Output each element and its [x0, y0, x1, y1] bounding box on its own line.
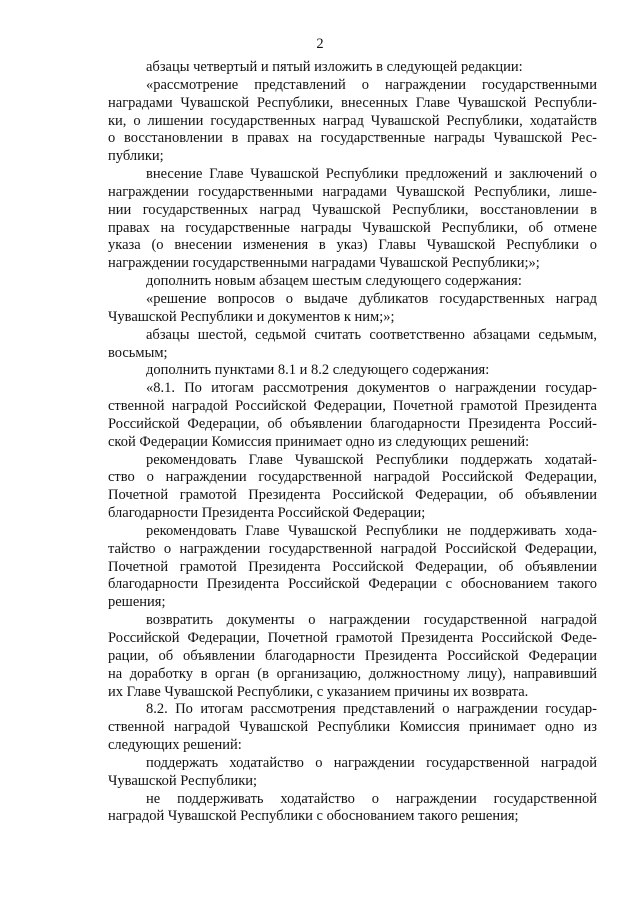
text-line: ственной наградой Чувашской Республики Комиссия принимает одно из [108, 719, 597, 736]
text-line: благодарности Президента Российской Федерации; [108, 505, 426, 522]
text-line: восьмым; [108, 344, 168, 361]
text-line: Чувашской Республики; [108, 772, 258, 789]
text-line: «8.1. По итогам рассмотрения документов о награждении государ- [146, 380, 597, 397]
text-line: Почетной грамотой Президента Российской Федерации, об объявлении [108, 487, 597, 504]
text-line: их Главе Чувашской Республики, с указанием причины их возврата. [108, 683, 529, 700]
text-line: «решение вопросов о выдаче дубликатов государственных наград [146, 290, 597, 307]
text-line: абзацы шестой, седьмой считать соответственно абзацами седьмым, [146, 326, 597, 343]
text-line: тайство о награждении государственной наградой Российской Федерации, [108, 540, 597, 557]
text-line: Российской Федерации, Почетной грамотой Президента Российской Феде- [108, 630, 597, 646]
text-line: ство о награждении государственной наградой Российской Федерации, [108, 469, 597, 486]
text-line: рекомендовать Главе Чувашской Республики не поддерживать хода- [146, 522, 597, 539]
text-line: награждении государственными наградами Чувашской Республики;»; [108, 255, 540, 272]
text-line: указа (о внесении изменения в указ) Главы Чувашской Республики о [108, 237, 597, 254]
text-line: публики; [108, 148, 164, 165]
text-line: ской Федерации Комиссия принимает одно из следующих решений: [108, 433, 530, 450]
text-line: не поддерживать ходатайство о награждении государственной [146, 790, 597, 807]
text-line: внесение Главе Чувашской Республики предложений и заключений о [146, 166, 597, 183]
text-line: рекомендовать Главе Чувашской Республики поддержать ходатай- [146, 451, 597, 468]
text-line: «рассмотрение представлений о награждении государственными [146, 76, 597, 93]
text-line: 8.2. По итогам рассмотрения представлений о награждении государ- [146, 701, 597, 718]
text-line: о восстановлении в правах на государственные награды Чувашской Рес- [108, 130, 597, 147]
text-line: поддержать ходатайство о награждении государственной наградой [146, 754, 597, 771]
text-line: следующих решений: [108, 737, 242, 754]
text-line: дополнить пунктами 8.1 и 8.2 следующего содержания: [146, 362, 490, 379]
text-line: ственной наградой Российской Федерации, Почетной грамотой Президента [108, 398, 597, 415]
text-line: абзацы четвертый и пятый изложить в следующей редакции: [146, 59, 523, 75]
text-line: наградой Чувашской Республики с обоснованием такого решения; [108, 808, 519, 825]
text-line: Чувашской Республики и документов к ним;»; [108, 308, 395, 325]
text-line: правах на государственные награды Чувашской Республики, об отмене [108, 219, 597, 236]
text-line: на доработку в орган (в организацию, должностному лицу), направивший [108, 665, 597, 682]
text-line: наградами Чувашской Республики, внесенных Главе Чувашской Республи- [108, 94, 597, 111]
text-line: решения; [108, 594, 166, 611]
text-line: благодарности Президента Российской Федерации с обоснованием такого [108, 576, 597, 593]
text-line: нии государственных наград Чувашской Республики, восстановлении в [108, 201, 597, 218]
text-line: Почетной грамотой Президента Российской Федерации, об объявлении [108, 558, 597, 575]
text-line: возвратить документы о награждении государственной наградой [146, 612, 597, 629]
text-line: ки, о лишении государственных наград Чувашской Республики, ходатайств [108, 112, 597, 129]
text-line: дополнить новым абзацем шестым следующего содержания: [146, 273, 522, 290]
text-line: награждении государственными наградами Чувашской Республики, лише- [108, 183, 597, 200]
text-line: Российской Федерации, об объявлении благодарности Президента Россий- [108, 415, 597, 432]
text-line: рации, об объявлении благодарности Президента Российской Федерации [108, 647, 597, 664]
document-body [108, 59, 597, 826]
page-number: 2 [316, 36, 324, 52]
